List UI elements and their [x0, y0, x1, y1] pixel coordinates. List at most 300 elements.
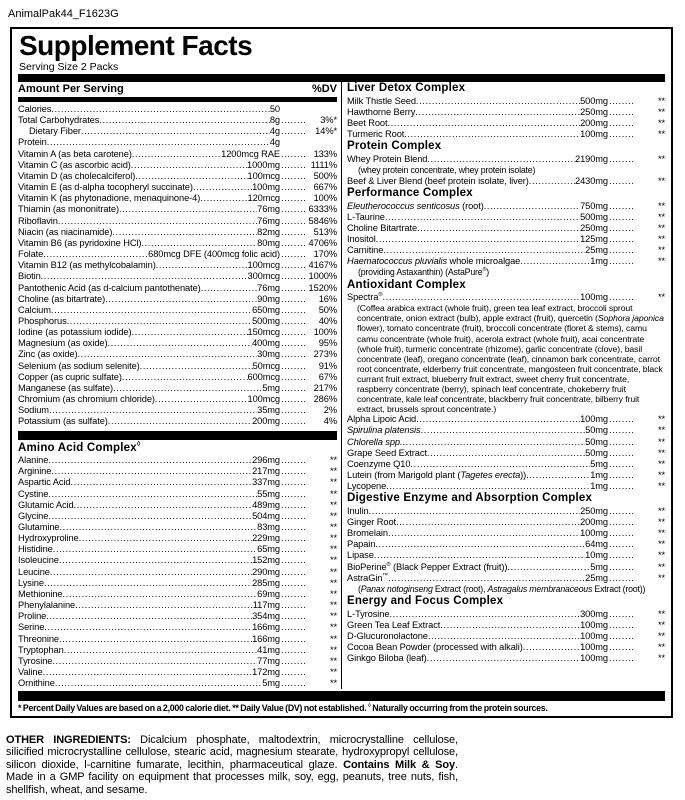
dot-leader — [609, 642, 634, 653]
nutrient-dv: ** — [657, 222, 665, 233]
nutrient-dv: ** — [329, 510, 337, 521]
text-part: Extract (root)) — [592, 583, 646, 594]
dot-leader — [75, 600, 253, 611]
dot-leader — [281, 555, 306, 566]
nutrient-label: Lipase — [347, 550, 374, 561]
dot-leader — [70, 477, 252, 488]
nutrient-row — [347, 256, 665, 267]
dot-leader — [281, 634, 306, 645]
nutrient-label: Vitamin D (as cholecalciferol) — [18, 170, 136, 181]
dot-leader — [49, 405, 257, 416]
text-part: Sophora japonica — [597, 313, 664, 324]
nutrient-dv: ** — [329, 555, 337, 566]
footnote — [18, 701, 665, 716]
nutrient-row — [347, 550, 665, 561]
nutrient-label: Leucine — [18, 566, 50, 577]
dot-leader — [609, 506, 634, 517]
nutrient-label: Milk Thistle Seed — [347, 95, 416, 106]
nutrient-dv: 1520% — [308, 282, 337, 293]
dot-leader — [609, 129, 634, 140]
nutrient-label: Inulin — [347, 505, 369, 516]
nutrient-amount: 76mg — [257, 215, 280, 226]
section-title: Energy and Focus Complex — [347, 595, 504, 608]
nutrient-amount: 5mg — [262, 678, 280, 689]
dot-leader — [44, 622, 252, 633]
nutrient-amount: 77mg — [257, 655, 280, 666]
nutrient-dv: ** — [657, 528, 665, 539]
nutrient-dv: ** — [657, 292, 665, 303]
nutrient-dv: ** — [657, 630, 665, 641]
nutrient-rows — [18, 104, 337, 428]
nutrient-label: Beef & Liver Blend (beef protein isolate, liver) — [347, 175, 529, 186]
nutrient-amount: 100mg — [580, 292, 608, 303]
dot-leader — [281, 372, 306, 383]
nutrient-amount: 100mg — [580, 653, 608, 664]
nutrient-label: Tryptophan — [18, 644, 64, 655]
nutrient-amount: 25mg — [585, 572, 608, 583]
dot-leader — [48, 489, 257, 500]
dot-leader — [281, 160, 306, 171]
nutrient-dv: 67% — [318, 371, 337, 382]
nutrient-dv: ** — [657, 175, 665, 186]
nutrient-dv: ** — [657, 608, 665, 619]
nutrient-amount: 100mcg — [247, 170, 280, 181]
nutrient-label: Hydroxyproline — [18, 533, 79, 544]
text-part: Spirulina platensis — [347, 425, 421, 436]
text-part: Amino Acid Complex — [18, 441, 137, 454]
nutrient-dv: ** — [329, 488, 337, 499]
nutrient-dv: 286% — [313, 394, 337, 405]
nutrient-label: Ginkgo Biloba (leaf) — [347, 653, 427, 664]
nutrient-amount: 100mcg — [247, 394, 280, 405]
nutrient-amount: 100mcg — [247, 260, 280, 271]
dot-leader — [281, 455, 306, 466]
nutrient-row — [18, 533, 337, 544]
nutrient-row — [18, 634, 337, 645]
text-part: Contains Milk & Soy — [343, 758, 456, 771]
nutrient-row — [18, 678, 337, 689]
text-part: ◊ — [368, 703, 371, 710]
nutrient-dv: ** — [657, 572, 665, 583]
dot-leader — [416, 414, 580, 425]
nutrient-dv: 6333% — [308, 204, 337, 215]
nutrient-label: Biotin — [18, 271, 41, 282]
nutrient-dv: ** — [329, 588, 337, 599]
nutrient-amount: 1mg — [590, 470, 608, 481]
nutrient-dv: ** — [329, 566, 337, 577]
nutrient-row — [347, 620, 665, 631]
nutrient-dv: ** — [329, 600, 337, 611]
nutrient-amount: 117mg — [252, 600, 280, 611]
dot-leader — [281, 383, 306, 394]
nutrient-dv: ** — [657, 106, 665, 117]
nutrient-row — [18, 182, 337, 193]
nutrient-amount: 4g — [269, 137, 280, 148]
nutrient-label — [347, 256, 520, 267]
nutrient-label: D-Glucuronolactone — [347, 630, 428, 641]
dot-leader — [108, 416, 252, 427]
nutrient-label: Dietary Fiber — [29, 126, 81, 137]
dot-leader — [281, 522, 306, 533]
dot-leader — [428, 631, 580, 642]
thick-divider-bar — [18, 431, 337, 440]
dot-leader — [529, 176, 575, 187]
nutrient-row — [18, 394, 337, 405]
dot-leader — [609, 256, 634, 267]
nutrient-amount: 354mg — [252, 611, 280, 622]
nutrient-label: Chromium (as chromium chloride) — [18, 394, 155, 405]
dot-leader — [281, 361, 306, 372]
nutrient-label — [347, 425, 421, 436]
text-part: Astragalus membranaceous — [487, 583, 593, 594]
nutrient-label: Folate — [18, 249, 44, 260]
nutrient-row — [18, 227, 337, 238]
dot-leader — [281, 578, 306, 589]
nutrient-row — [347, 539, 665, 550]
dot-leader — [156, 260, 248, 271]
dot-leader — [281, 405, 306, 416]
dot-leader — [374, 550, 585, 561]
nutrient-label: Tyrosine — [18, 655, 53, 666]
nutrient-amount: 76mg — [257, 204, 280, 215]
nutrient-dv: ** — [657, 425, 665, 436]
column-header — [18, 82, 337, 97]
nutrient-row — [347, 414, 665, 425]
dot-leader — [113, 383, 262, 394]
nutrient-row — [18, 137, 337, 148]
dot-leader — [281, 126, 306, 137]
nutrient-label: Zinc (as oxide) — [18, 349, 78, 360]
nutrient-dv: ** — [329, 633, 337, 644]
dot-leader — [107, 338, 252, 349]
dot-leader — [201, 283, 257, 294]
dot-leader — [526, 470, 590, 481]
text-part: . Made in a GMP facility on equipment that processes milk, soy, egg, peanuts, tree nuts, fish, shellfish, wheat, and sesame. — [6, 758, 459, 796]
nutrient-dv: ** — [657, 117, 665, 128]
nutrient-dv: ** — [329, 455, 337, 466]
nutrient-row — [18, 416, 337, 427]
text-part: Dicalcium phosphate, maltodextrin, microcrystalline cellulose, silicified microcrystalline cellulose, stearic acid, magnesium stearate, hydroxypropyl cellulose, silicon dioxide, l-carnitine fumarate, lecithin, pharmaceutical glaze. — [6, 734, 458, 771]
dot-leader — [389, 609, 580, 620]
nutrient-label: Selenium (as sodium selenite) — [18, 360, 140, 371]
nutrient-amount: 4g — [269, 126, 280, 137]
nutrient-row — [18, 567, 337, 578]
nutrient-label: Arginine — [18, 466, 52, 477]
dot-leader — [609, 517, 634, 528]
amino-acid-complex-title — [18, 439, 337, 456]
nutrient-dv: 3%* — [320, 115, 337, 126]
dot-leader — [281, 511, 306, 522]
text-part: Spectra — [347, 292, 379, 303]
nutrient-row — [18, 578, 337, 589]
dot-leader — [609, 176, 634, 187]
nutrient-dv: ** — [657, 505, 665, 516]
nutrient-amount: 100mg — [580, 528, 608, 539]
nutrient-dv: ** — [657, 653, 665, 664]
nutrient-dv: 513% — [313, 226, 337, 237]
text-part: whole microalgae — [447, 256, 521, 267]
text-part: Eleutherococcus senticosus — [347, 200, 460, 211]
dot-leader — [609, 573, 634, 584]
nutrient-row — [347, 201, 665, 212]
nutrient-amount: 120mcg — [247, 193, 280, 204]
nutrient-row — [347, 517, 665, 528]
nutrient-row — [18, 589, 337, 600]
nutrient-dv: ** — [657, 642, 665, 652]
nutrient-row — [347, 107, 665, 118]
nutrient-amount: 150mcg — [247, 327, 280, 338]
text-part: (providing Astaxanthin) (AstaPure — [358, 267, 483, 278]
nutrient-row — [18, 249, 337, 260]
nutrient-dv: 5846% — [308, 215, 337, 226]
right-column — [342, 82, 665, 689]
nutrient-label: Alanine — [18, 455, 49, 466]
nutrient-label: Thiamin (as mononitrate) — [18, 204, 119, 215]
dot-leader — [281, 227, 306, 238]
nutrient-row — [347, 118, 665, 129]
nutrient-row — [347, 470, 665, 481]
dot-leader — [99, 115, 270, 126]
dot-leader — [281, 182, 306, 193]
nutrient-label: Serine — [18, 622, 45, 633]
text-part: )) — [520, 470, 527, 481]
nutrient-label: Choline (as bitartrate) — [18, 293, 106, 304]
nutrient-amount: 1mg — [590, 256, 608, 267]
nutrient-dv: ** — [329, 466, 337, 477]
nutrient-row — [347, 631, 665, 642]
nutrient-dv: ** — [329, 521, 337, 532]
nutrient-dv: 4167% — [308, 260, 337, 271]
nutrient-row — [18, 600, 337, 611]
nutrient-row — [18, 489, 337, 500]
dot-leader — [281, 394, 306, 405]
nutrient-row — [18, 466, 337, 477]
nutrient-label: Vitamin K (as phytonadione, menaquinone-4) — [18, 193, 201, 204]
nutrient-label — [347, 573, 388, 584]
nutrient-row — [18, 260, 337, 271]
dot-leader — [141, 238, 257, 249]
nutrient-dv: ** — [657, 517, 665, 527]
dot-leader — [53, 544, 257, 555]
nutrient-row — [18, 171, 337, 182]
nutrient-dv: ** — [329, 678, 337, 689]
dot-leader — [131, 327, 247, 338]
dot-leader — [609, 414, 634, 425]
nutrient-row — [18, 160, 337, 171]
dot-leader — [281, 622, 306, 633]
thick-divider-bar — [18, 74, 665, 82]
nutrient-dv: ** — [329, 611, 337, 622]
dot-leader — [122, 372, 248, 383]
nutrient-row — [18, 238, 337, 249]
dot-leader — [609, 223, 634, 234]
dot-leader — [52, 656, 257, 667]
thick-divider-bar — [18, 691, 665, 701]
nutrient-label — [347, 292, 382, 303]
dot-leader — [79, 533, 252, 544]
nutrient-dv: 667% — [313, 182, 337, 193]
dot-leader — [609, 550, 634, 561]
nutrient-label: Potassium (as sulfate) — [18, 416, 108, 427]
dot-leader — [281, 544, 306, 555]
nutrient-dv: ** — [657, 245, 665, 256]
nutrient-label: Glutamic Acid — [18, 499, 74, 510]
nutrient-amount: 166mg — [252, 622, 280, 633]
nutrient-amount: 50 — [269, 104, 280, 114]
dv-header-label: %DV — [311, 83, 337, 95]
dot-leader — [281, 316, 306, 327]
nutrient-label: Aspartic Acid — [18, 477, 71, 488]
dot-leader — [440, 620, 580, 631]
dot-leader — [609, 528, 634, 539]
nutrient-row — [18, 555, 337, 566]
nutrient-row — [347, 609, 665, 620]
nutrient-label: Total Carbohydrates — [18, 115, 100, 126]
nutrient-amount: 50mcg — [252, 360, 280, 371]
nutrient-amount: 504mg — [252, 510, 280, 521]
nutrient-amount: 500mg — [580, 95, 608, 106]
nutrient-amount: 50mg — [585, 436, 608, 447]
text-part: Chlorella spp. — [347, 436, 403, 447]
nutrient-row — [18, 544, 337, 555]
nutrient-dv: ** — [329, 644, 337, 655]
nutrient-label: Pantothenic Acid (as d-calcium pantothenate) — [18, 282, 201, 293]
ingredient-note — [347, 267, 665, 278]
nutrient-amount: 500mg — [252, 315, 280, 326]
nutrient-amount: 166mg — [252, 633, 280, 644]
dot-leader — [281, 477, 306, 488]
dot-leader — [43, 667, 253, 678]
text-part: ) — [486, 267, 489, 278]
nutrient-amount: 1200mcg RAE — [221, 148, 280, 159]
nutrient-label: Vitamin E (as d-alpha tocopheryl succinate) — [18, 182, 193, 193]
supplement-facts-panel — [10, 27, 673, 718]
dot-leader — [281, 533, 306, 544]
nutrient-dv: 95% — [318, 338, 337, 349]
nutrient-amount: 100mg — [580, 128, 608, 139]
text-part: ® — [386, 561, 391, 568]
nutrient-dv: 1111% — [310, 159, 337, 170]
nutrient-label: Papain — [347, 539, 376, 550]
nutrient-dv: 170% — [313, 249, 337, 260]
nutrient-label: Copper (as cupric sulfate) — [18, 371, 122, 382]
dot-leader — [281, 271, 306, 282]
nutrient-dv: 100% — [313, 327, 337, 338]
nutrient-label: Alpha Lipoic Acid — [347, 414, 417, 425]
nutrient-row — [18, 327, 337, 338]
nutrient-dv: ** — [657, 550, 665, 561]
nutrient-amount: 250mg — [580, 505, 608, 516]
nutrient-row — [18, 204, 337, 215]
nutrient-label: Protein — [18, 137, 47, 148]
nutrient-amount: 229mg — [252, 533, 280, 544]
nutrient-dv: ** — [657, 153, 665, 164]
dot-leader — [427, 448, 585, 459]
dot-leader — [609, 154, 634, 165]
nutrient-dv: ** — [657, 200, 665, 211]
dot-leader — [55, 678, 262, 689]
dot-leader — [415, 107, 580, 118]
dot-leader — [281, 115, 306, 126]
nutrient-dv: 50% — [318, 304, 337, 315]
nutrient-label — [347, 437, 402, 448]
text-part: OTHER INGREDIENTS: — [6, 734, 131, 746]
text-part: (Coffea arabica extract (whole fruit), green tea leaf extract, broccoli sprout concentrate, onion extract (bulb), apple extract (fruit), quercetin ( — [357, 303, 633, 324]
dot-leader — [507, 562, 590, 573]
dot-leader — [427, 653, 580, 664]
dot-leader — [387, 118, 580, 129]
nutrient-dv: ** — [657, 95, 665, 106]
dot-leader — [609, 425, 634, 436]
dot-leader — [375, 539, 585, 550]
nutrient-amount: 600mcg — [247, 371, 280, 382]
nutrient-row — [18, 316, 337, 327]
dot-leader — [281, 327, 306, 338]
section-title: Antioxidant Complex — [347, 278, 466, 291]
nutrient-row — [347, 245, 665, 256]
columns — [12, 82, 671, 689]
dot-leader — [132, 149, 221, 160]
nutrient-amount: 337mg — [252, 477, 280, 488]
nutrient-label: Turmeric Root — [347, 128, 405, 139]
dot-leader — [44, 578, 252, 589]
text-part: ◊ — [136, 439, 141, 448]
nutrient-label: Phosphorus — [18, 315, 67, 326]
panel-header — [12, 29, 671, 74]
dot-leader — [609, 107, 634, 118]
amino-acid-rows — [18, 455, 337, 689]
dot-leader — [193, 182, 252, 193]
nutrient-amount: 300mcg — [247, 271, 280, 282]
dot-leader — [281, 149, 306, 160]
text-part: ® — [378, 291, 383, 298]
nutrient-amount: 1mg — [590, 481, 608, 492]
dot-leader — [48, 455, 252, 466]
dot-leader — [281, 466, 306, 477]
nutrient-dv: ** — [329, 533, 337, 544]
dot-leader — [386, 481, 590, 492]
nutrient-label: Whey Protein Blend — [347, 153, 428, 164]
nutrient-amount: 50mg — [585, 425, 608, 436]
text-part: Panax notoginseng — [360, 583, 433, 594]
ingredient-note — [347, 165, 665, 176]
nutrient-amount: 30mg — [257, 349, 280, 360]
nutrient-row — [18, 500, 337, 511]
dot-leader — [609, 631, 634, 642]
dot-leader — [410, 459, 590, 470]
dot-leader — [48, 511, 252, 522]
section-title: Digestive Enzyme and Absorption Complex — [347, 492, 593, 505]
nutrient-amount: 400mg — [252, 338, 280, 349]
text-part: * Percent Daily Values are based on a 2,000 calorie diet. ** Daily Value (DV) not established. — [18, 703, 369, 714]
dot-leader — [41, 271, 248, 282]
section-title: Liver Detox Complex — [347, 82, 466, 94]
nutrient-row — [347, 573, 665, 584]
nutrient-label: Calories — [18, 104, 52, 114]
nutrient-label: Threonine — [18, 633, 59, 644]
nutrient-amount: 2430mg — [575, 175, 608, 186]
nutrient-amount: 10mg — [585, 550, 608, 561]
nutrient-dv: ** — [657, 447, 665, 458]
nutrient-label: L-Taurine — [347, 211, 385, 222]
nutrient-amount: 1000mg — [247, 159, 280, 170]
nutrient-label: Glutamine — [18, 521, 60, 532]
dot-leader — [609, 481, 634, 492]
dot-leader — [119, 204, 257, 215]
dot-leader — [281, 600, 306, 611]
dot-leader — [281, 204, 306, 215]
nutrient-row — [347, 642, 665, 653]
